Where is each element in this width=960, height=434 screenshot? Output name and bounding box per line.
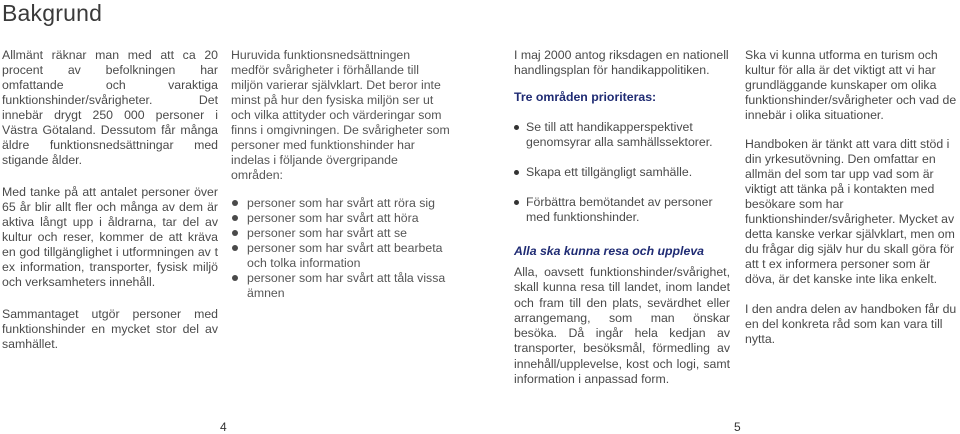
paragraph: I den andra delen av handboken får du en del konkreta råd som kan vara till nytta. [745,302,957,346]
bullet-icon [232,245,238,251]
subheading: Tre områden prioriteras: [514,90,657,104]
paragraph: Ska vi kunna utforma en turism och kultur för alla är det viktigt att vi har grundläggande kunskaper om olika funktionshinder/svårigheter och vad de innebär i olika situationer. [745,48,957,122]
list-item: Förbättra bemötandet av personer med funktionshinder. [514,195,730,225]
page-heading: Bakgrund [2,0,103,26]
column-4 [745,48,958,347]
bullet-icon [514,125,519,130]
list-item: Skapa ett tillgängligt samhälle. [514,165,730,180]
page-number-left: 4 [220,420,227,434]
priority-list [514,120,730,225]
bullet-icon [514,170,519,175]
paragraph: Huruvida funktionsnedsättningen medför svårigheter i förhållande till miljön varierar självklart. Det beror inte minst på hur den fysiska miljön ser ut och vilka attityder och värderingar som finns i omgivningen. De svårigheter som personer med funktionshinder har indelas i följande övergripande områden: [231,48,450,182]
column-1 [2,48,218,352]
bullet-icon [232,275,238,281]
list-item: personer som har svårt att bearbeta och tolka information [231,241,451,271]
bullet-icon [232,215,238,221]
list-item: personer som har svårt att tåla vissa ämnen [231,271,451,301]
difficulty-list [231,196,451,301]
column-3 [514,48,730,387]
paragraph: Med tanke på att antalet personer över 65 år blir allt fler och många av dem är aktiva långt upp i åldrarna, tar del av kultur och reser, kommer de att kräva en god tillgänglighet i utformningen av t ex information, transporter, fysisk miljö och verksamheters innehåll. [2,185,218,289]
list-item: personer som har svårt att röra sig [231,196,451,211]
list-item: personer som har svårt att se [231,226,451,241]
subheading: Alla ska kunna resa och uppleva [514,244,704,258]
bullet-icon [514,200,519,205]
page-number-right: 5 [734,420,741,434]
bullet-icon [232,200,238,206]
paragraph: Alla, oavsett funktionshinder/svårighet, skall kunna resa till landet, inom landet och fram till den plats, sevärdhet eller arrangemang, som man önskar besöka. Då ingår hela kedjan av transporter, besöksmål, förmedling av innehåll/upplevelse, kost och logi, samt information i anpassad form. [514,265,730,387]
bullet-icon [232,230,238,236]
list-item: personer som har svårt att höra [231,211,451,226]
paragraph: I maj 2000 antog riksdagen en nationell handlingsplan för handikappolitiken. [514,48,729,77]
list-item: Se till att handikapperspektivet genomsyrar alla samhällssektorer. [514,120,730,150]
paragraph: Allmänt räknar man med att ca 20 procent av befolkningen har omfattande och varaktiga funktionshinder/svårigheter. Det innebär drygt 250 000 personer i Västra Götaland. Dessutom får många äldre funktionsnedsättningar med stigande ålder. [2,48,218,167]
column-2 [231,48,451,301]
paragraph: Sammantaget utgör personer med funktionshinder en mycket stor del av samhället. [2,307,218,351]
paragraph: Handboken är tänkt att vara ditt stöd i din yrkesutövning. Den omfattar en allmän del som tar upp vad som är viktigt att tänka på i kontakten med besökare som har funktionshinder/svårigheter. Mycket av detta kanske verkar självklart, men om du frågar dig själv hur du skall göra för att t ex informera personer som är döva, är det kanske inte lika enkelt. [745,137,955,286]
